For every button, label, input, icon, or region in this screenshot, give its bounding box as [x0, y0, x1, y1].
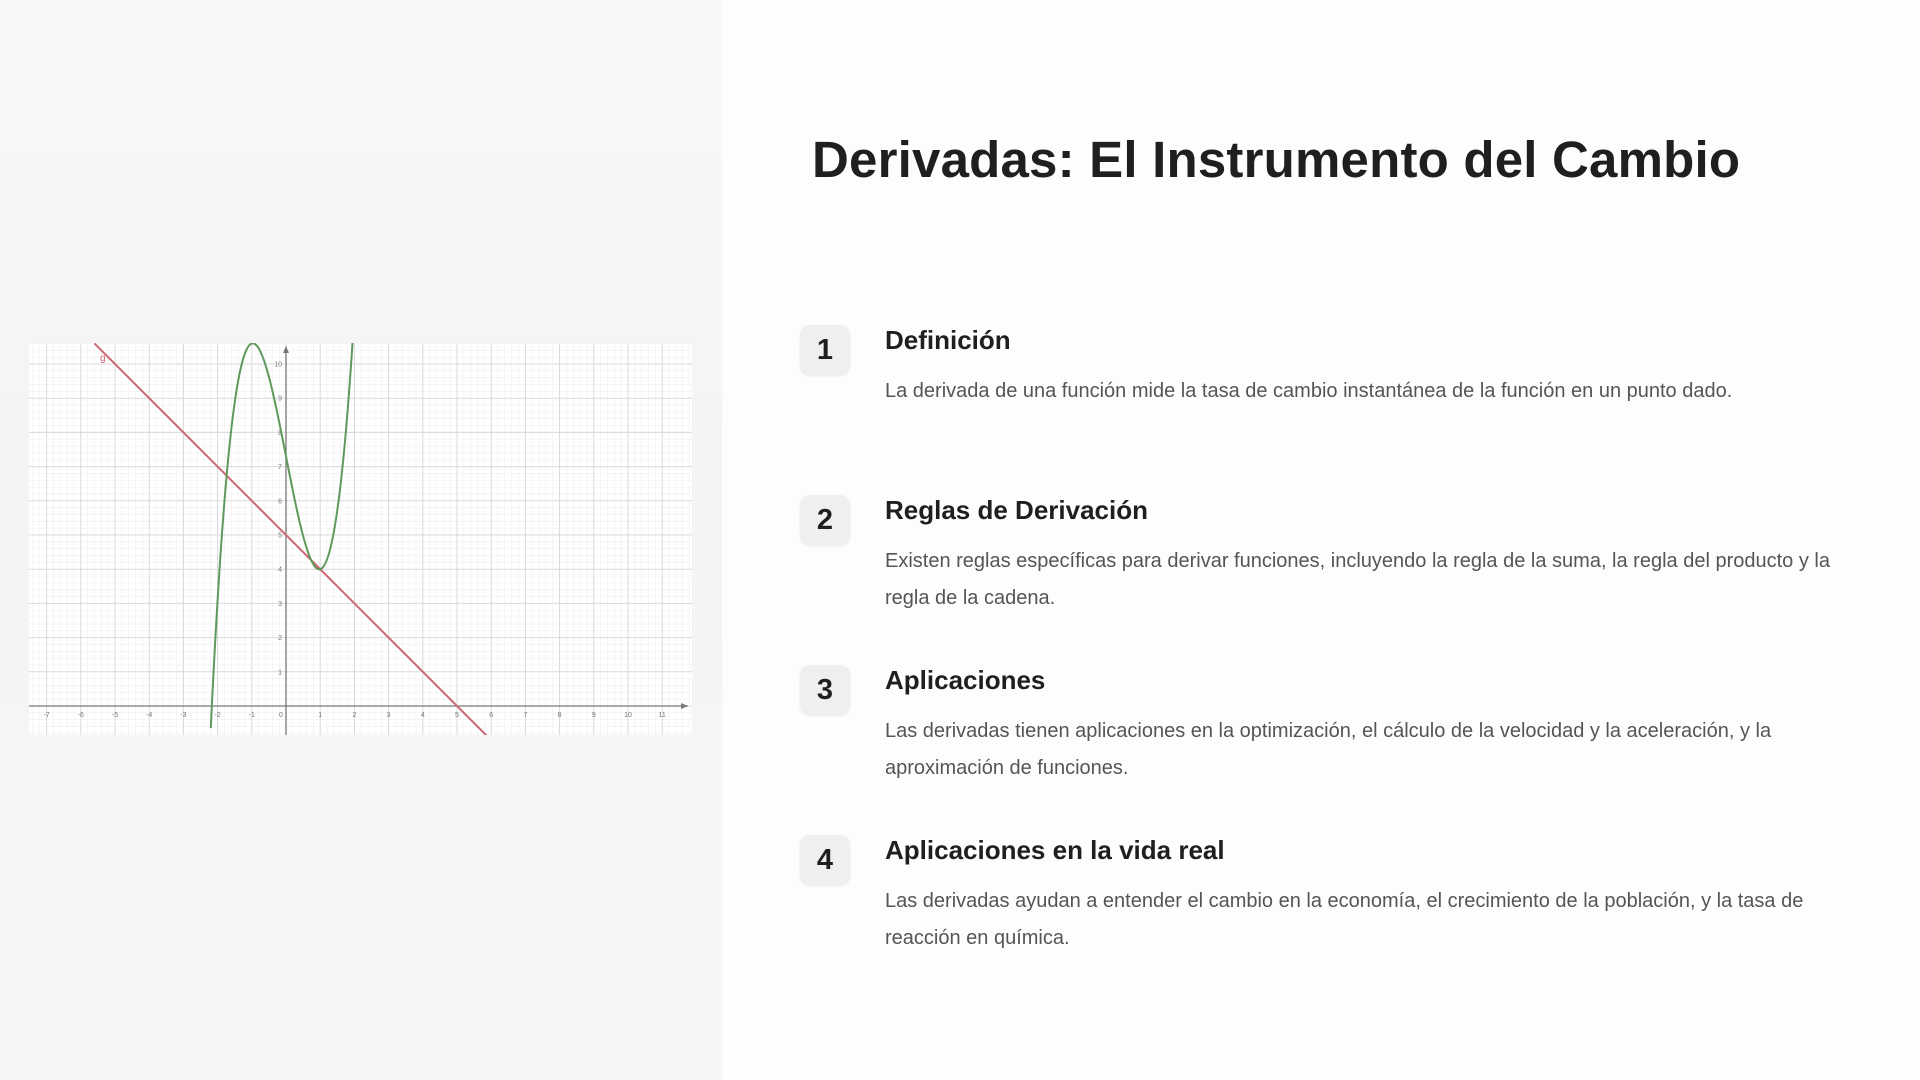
- y-tick-label: 10: [274, 361, 282, 369]
- x-tick-label: -6: [77, 712, 84, 719]
- function-graph: [29, 343, 692, 735]
- x-tick-label: -4: [146, 712, 153, 719]
- x-tick-label: 0: [279, 712, 283, 719]
- x-tick-label: 7: [523, 712, 528, 719]
- item-title: Aplicaciones en la vida real: [885, 835, 1225, 865]
- item-description: Existen reglas específicas para derivar funciones, incluyendo la regla de la suma, la regla del producto y la regla de la cadena.: [885, 550, 1830, 609]
- x-tick-label: 6: [489, 712, 494, 719]
- y-tick-label: 6: [278, 498, 282, 506]
- x-tick-label: 1: [318, 712, 323, 719]
- x-tick-label: 9: [591, 712, 596, 719]
- left-image-panel: [0, 0, 722, 1080]
- x-tick-label: 10: [624, 712, 632, 719]
- x-tick-label: -3: [180, 712, 187, 719]
- x-tick-label: -2: [214, 712, 221, 719]
- item-description: Las derivadas ayudan a entender el cambio en la economía, el crecimiento de la población, y la tasa de reacción en química.: [885, 890, 1804, 949]
- y-tick-label: 3: [278, 600, 282, 608]
- x-tick-label: 2: [352, 712, 357, 719]
- number-badge: 3: [800, 665, 850, 715]
- x-tick-label: 4: [420, 712, 425, 719]
- x-tick-label: 3: [386, 712, 391, 719]
- y-tick-label: 1: [278, 669, 282, 677]
- y-tick-label: 5: [278, 532, 282, 540]
- tangent-line: [94, 343, 508, 735]
- item-description: La derivada de una función mide la tasa de cambio instantánea de la función en un punto dado.: [885, 380, 1733, 402]
- function-label: g: [100, 353, 106, 364]
- y-tick-label: 4: [278, 566, 282, 574]
- item-title: Reglas de Derivación: [885, 495, 1148, 525]
- x-tick-label: -5: [111, 712, 119, 719]
- x-tick-label: 11: [658, 712, 666, 719]
- y-tick-label: 9: [278, 395, 282, 403]
- y-axis-arrow: [283, 346, 289, 353]
- item-title: Aplicaciones: [885, 665, 1046, 695]
- x-tick-label: 8: [557, 712, 562, 719]
- function-curve: [211, 343, 357, 728]
- item-description: Las derivadas tienen aplicaciones en la optimización, el cálculo de la velocidad y la aceleración, y la aproximación de funciones.: [885, 720, 1772, 779]
- y-tick-label: 2: [278, 635, 282, 643]
- number-badge: 1: [800, 325, 850, 375]
- y-tick-label: 8: [278, 429, 282, 437]
- x-tick-label: 5: [455, 712, 459, 719]
- x-axis-arrow: [681, 703, 688, 709]
- number-badge: 4: [800, 835, 850, 885]
- y-tick-label: 7: [278, 464, 282, 472]
- number-badge: 2: [800, 495, 850, 545]
- x-tick-label: -7: [43, 712, 50, 719]
- slide-title: Derivadas: El Instrumento del Cambio: [812, 131, 1741, 188]
- item-title: Definición: [885, 325, 1011, 355]
- graph-canvas: [29, 343, 692, 735]
- x-tick-label: -1: [248, 712, 255, 719]
